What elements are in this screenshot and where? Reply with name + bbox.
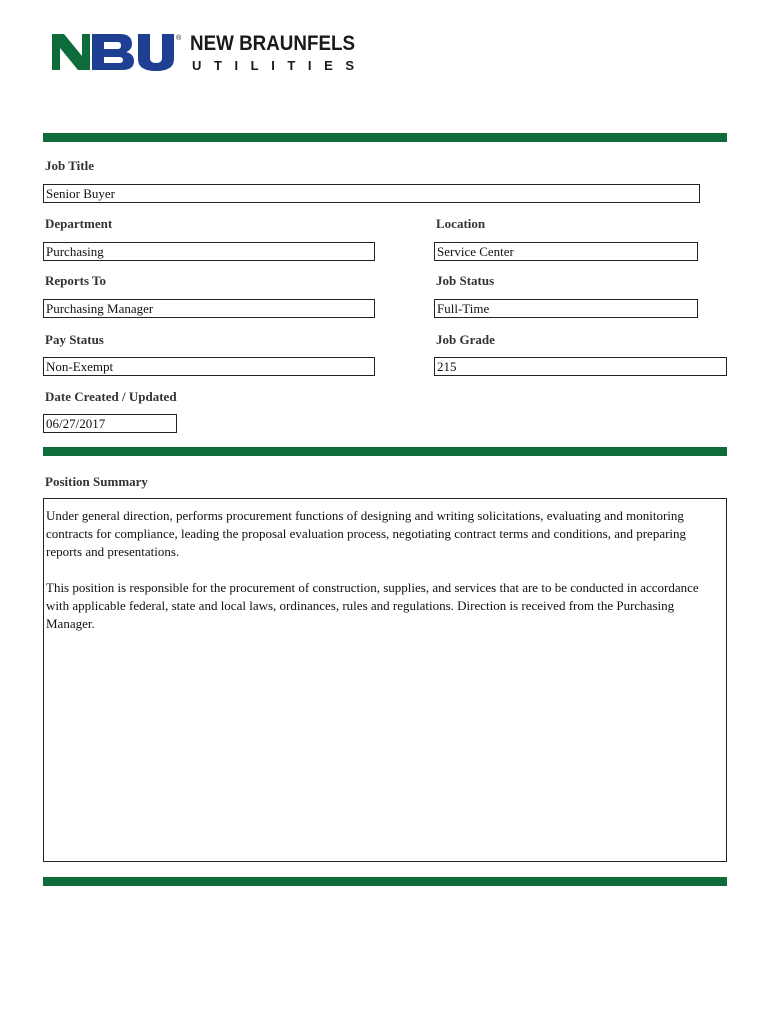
job-title-label: Job Title <box>45 158 95 173</box>
location-field[interactable]: Service Center <box>434 242 698 261</box>
nbu-logo-graphic <box>52 30 357 74</box>
department-field[interactable]: Purchasing <box>43 242 375 261</box>
job-status-field[interactable]: Full-Time <box>434 299 698 318</box>
reports-to-field[interactable]: Purchasing Manager <box>43 299 375 318</box>
job-title-field[interactable]: Senior Buyer <box>43 184 700 203</box>
summary-paragraph: This position is responsible for the procurement of construction, supplies, and services that are to be conducted in accordance with applicable federal, state and local laws, ordinances, rules and regulations. Direction is received from the Purchasing Manager. <box>46 580 699 631</box>
reports-to-label: Reports To <box>45 273 107 288</box>
job-grade-field[interactable]: 215 <box>434 357 727 376</box>
footer-divider-bar <box>43 877 727 886</box>
date-created-field[interactable]: 06/27/2017 <box>43 414 177 433</box>
position-summary-box[interactable] <box>43 498 727 862</box>
pay-status-label: Pay Status <box>45 332 104 347</box>
pay-status-field[interactable]: Non-Exempt <box>43 357 375 376</box>
svg-text:®: ® <box>176 35 182 42</box>
company-logo <box>52 30 357 74</box>
summary-paragraph: Under general direction, performs procurement functions of designing and writing solicitations, evaluating and monitoring contracts for compliance, leading the proposal evaluation process, negotiating contract terms and conditions, and preparing reports and presentations. <box>46 508 687 559</box>
job-grade-label: Job Grade <box>436 332 495 347</box>
position-summary-label: Position Summary <box>45 474 148 489</box>
section-divider-bar <box>43 447 727 456</box>
job-status-label: Job Status <box>436 273 495 288</box>
location-label: Location <box>436 216 486 231</box>
date-created-label: Date Created / Updated <box>45 389 177 404</box>
logo-name-text: NEW BRAUNFELS <box>190 32 355 55</box>
logo-sub-text: UTILITIES <box>192 58 354 73</box>
header-divider-bar <box>43 133 727 142</box>
department-label: Department <box>45 216 113 231</box>
